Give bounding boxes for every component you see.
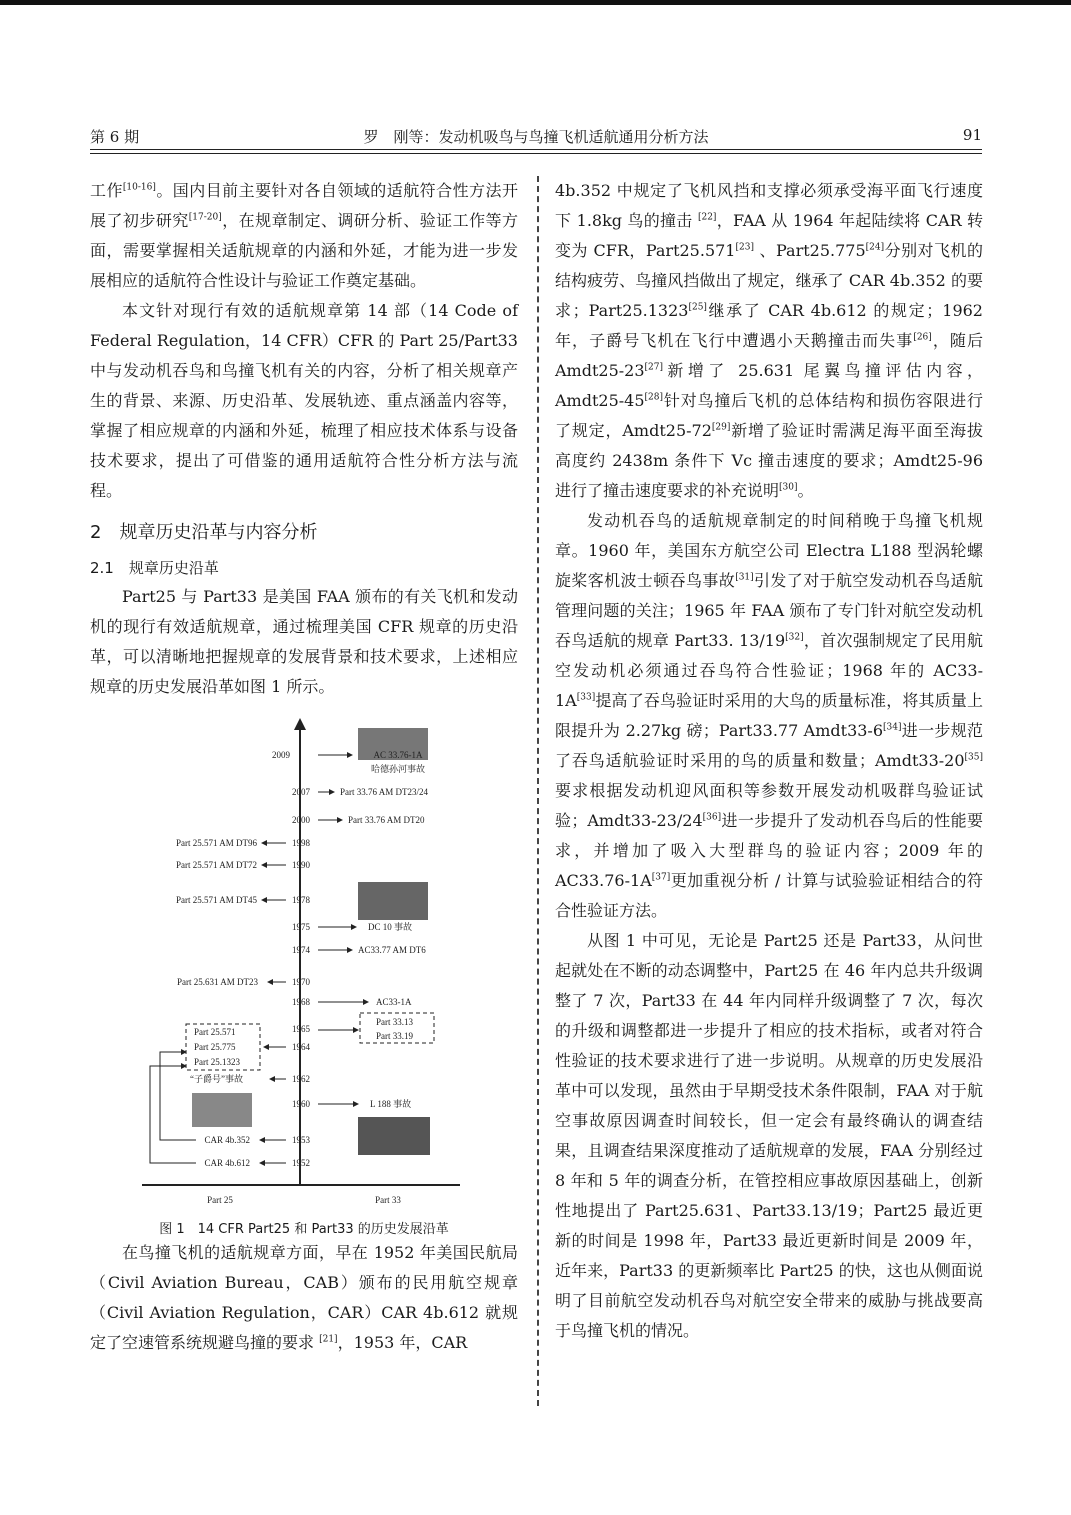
- year-label: 1978: [292, 895, 310, 905]
- regulation-label: CAR 4b.612: [204, 1158, 250, 1168]
- left-column: [90, 176, 518, 1358]
- header-rule: [90, 149, 982, 150]
- paragraph: Part25 与 Part33 是美国 FAA 颁布的有关飞机和发动机的现行有效适航规章，通过梳理美国 CFR 规章的历史沿革，可以清晰地把握规章的发展背景和技术要求，上述相应规章的历史发展沿革如图 1 所示。: [90, 587, 518, 696]
- event-label: L 188 事故: [370, 1099, 412, 1109]
- regulation-label: Part 25.571 AM DT72: [176, 860, 257, 870]
- year-label: 1968: [292, 997, 310, 1007]
- paragraph: 发动机吞鸟的适航规章制定的时间稍晚于鸟撞飞机规章。1960 年，美国东方航空公司 Electra L188 型涡轮螺旋桨客机波士顿吞鸟事故[31]引发了对于航空发动机吞鸟适航管理问题的关注；1965 年 FAA 颁布了专门针对航空发动机吞鸟适航的规章 Part33. 13/19[32]，首次强制规定了民用航空发动机必须通过吞鸟符合性验证；1968 年的 AC33-1A[33]提高了吞鸟验证时采用的大鸟的质量标准，将其质量上限提升为 2.27kg 磅；Part33.77 Amdt33-6[34]进一步规范了吞鸟适航验证时采用的鸟的质量和数量；Amdt33-20[35]要求根据发动机迎风面积等参数开展发动机吸群鸟验证试验；Amdt33-23/24[36]进一步提升了发动机吞鸟后的性能要求，并增加了吸入大型群鸟的验证内容；2009 年的 AC33.76-1A[37]更加重视分析 / 计算与试验验证相结合的符合性验证方法。: [555, 511, 983, 920]
- column-divider: [537, 176, 539, 1406]
- wreck-photo-icon: [358, 1117, 430, 1155]
- regulation-label: Part 25.571 AM DT45: [176, 895, 257, 905]
- year-label: 1974: [292, 945, 310, 955]
- header-page-number: 91: [962, 126, 982, 144]
- event-label: Part 33.13: [376, 1017, 413, 1027]
- year-label: 2000: [292, 815, 310, 825]
- event-label: AC 33.76-1A: [373, 750, 423, 760]
- regulation-label: Part 25.1323: [194, 1057, 240, 1067]
- event-label: Part 33.76 AM DT20: [348, 815, 425, 825]
- event-label: Part 33.76 AM DT23/24: [340, 787, 429, 797]
- paragraph: 从图 1 中可见，无论是 Part25 还是 Part33，从问世起就处在不断的动态调整中，Part25 在 46 年内总共升级调整了 7 次，Part33 在 44 年内同样升级调整了 7 次，每次的升级和调整都进一步提升了相应的技术指标，或者对符合性验证的技术要求进行了进一步说明。从规章的历史发展沿革中可以发现，虽然由于早期受技术条件限制，FAA 对于航空事故原因调查时间较长，但一定会有最终确认的调查结果，且调查结果深度推动了适航规章的发展，FAA 分别经过 8 年和 5 年的调查分析，在管控相应事故原因基础上，创新性地提出了 Part25.631、Part33.13/19；Part25 最近更新的时间是 1998 年，Part33 最近更新时间是 2009 年，近年来，Part33 的更新频率比 Part25 的快，这也从侧面说明了目前航空发动机吞鸟对航空安全带来的威胁与挑战要高于鸟撞飞机的情况。: [555, 931, 983, 1340]
- subsection-title: 2.1 规章历史沿革: [90, 559, 219, 577]
- event-label: DC 10 事故: [368, 922, 413, 932]
- event-label: AC33-1A: [376, 997, 412, 1007]
- timeline-diagram: [90, 710, 518, 1210]
- event-label: 哈德孙河事故: [370, 764, 426, 774]
- year-label: 1962: [292, 1074, 310, 1084]
- paragraph: 本文针对现行有效的适航规章第 14 部（14 Code of Federal Regulation，14 CFR）CFR 的 Part 25/Part33 中与发动机吞鸟和鸟撞飞机有关的内容，分析了相关规章产生的背景、来源、历史沿革、发展轨迹、重点涵盖内容等，掌握了相应规章的内涵和外延，梳理了相应技术体系与设备技术要求，提出了可借鉴的通用适航符合性分析方法与流程。: [90, 301, 518, 500]
- wreck-photo-icon: [358, 882, 428, 920]
- header-title: 罗 刚等：发动机吸鸟与鸟撞飞机适航通用分析方法: [363, 128, 709, 146]
- axis-label: Part 25: [207, 1195, 233, 1205]
- year-label: 1965: [292, 1024, 310, 1034]
- year-label: 2007: [292, 787, 310, 797]
- year-label: 1952: [292, 1158, 310, 1168]
- year-label: 2009: [272, 750, 290, 760]
- regulation-label: Part 25.631 AM DT23: [177, 977, 258, 987]
- year-label: 1970: [292, 977, 310, 987]
- event-label: “子爵号”事故: [190, 1074, 243, 1084]
- right-column: [555, 176, 983, 1346]
- header-issue: 第 6 期: [90, 128, 140, 146]
- year-label: 1975: [292, 922, 310, 932]
- section-title: 2 规章历史沿革与内容分析: [90, 522, 318, 543]
- regulation-label: CAR 4b.352: [204, 1135, 250, 1145]
- paragraph: 工作[10-16]。国内目前主要针对各自领域的适航符合性方法开展了初步研究[17-20]，在规章制定、调研分析、验证工作等方面，需要掌握相关适航规章的内涵和外延，才能为进一步发展相应的适航符合性设计与验证工作奠定基础。: [90, 181, 518, 290]
- event-label: AC33.77 AM DT6: [358, 945, 426, 955]
- figure-1: [90, 710, 518, 1237]
- regulation-label: Part 25.571 AM DT96: [176, 838, 257, 848]
- plane-photo-icon: [192, 1093, 252, 1127]
- header-rule: [90, 153, 982, 154]
- regulation-label: Part 25.775: [194, 1042, 236, 1052]
- top-border: [0, 0, 1071, 5]
- year-label: 1990: [292, 860, 310, 870]
- event-label: Part 33.19: [376, 1031, 413, 1041]
- year-label: 1960: [292, 1099, 310, 1109]
- year-label: 1998: [292, 838, 310, 848]
- figure-caption: 图 1 14 CFR Part25 和 Part33 的历史发展沿革: [159, 1222, 449, 1237]
- paragraph: 4b.352 中规定了飞机风挡和支撑必须承受海平面飞行速度下 1.8kg 鸟的撞击 [22]，FAA 从 1964 年起陆续将 CAR 转变为 CFR，Part25.571[23] 、Part25.775[24]分别对飞机的结构疲劳、鸟撞风挡做出了规定，继承了 CAR 4b.352 的要求；Part25.1323[25]继承了 CAR 4b.612 的规定；1962 年，子爵号飞机在飞行中遭遇小天鹅撞击而失事[26]，随后 Amdt25-23[27]新增了 25.631 尾翼鸟撞评估内容，Amdt25-45[28]针对鸟撞后飞机的总体结构和损伤容限进行了规定，Amdt25-72[29]新增了验证时需满足海平面至海拔高度约 2438m 条件下 Vc 撞击速度的要求；Amdt25-96 进行了撞击速度要求的补充说明[30]。: [555, 181, 983, 500]
- axis-label: Part 33: [375, 1195, 401, 1205]
- year-label: 1953: [292, 1135, 310, 1145]
- regulation-label: Part 25.571: [194, 1027, 236, 1037]
- paragraph: 在鸟撞飞机的适航规章方面，早在 1952 年美国民航局（Civil Aviation Bureau，CAB）颁布的民用航空规章（Civil Aviation Regulation，CAR）CAR 4b.612 就规定了空速管系统规避鸟撞的要求 [21]，1953 年，CAR: [90, 1243, 518, 1352]
- year-label: 1964: [292, 1042, 310, 1052]
